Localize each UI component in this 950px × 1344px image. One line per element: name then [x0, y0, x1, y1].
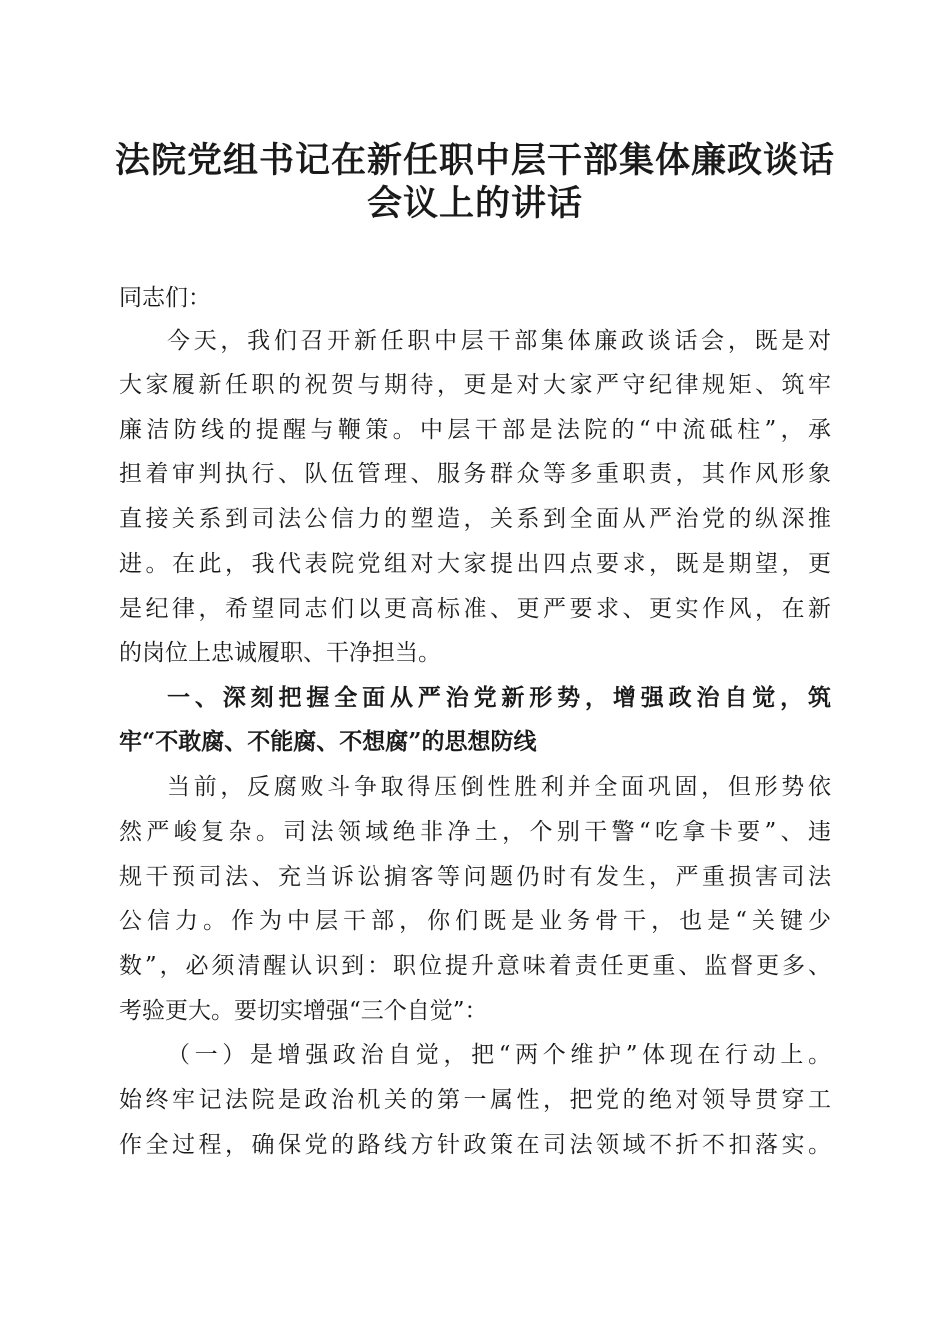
paragraph-line: 始终牢记法院是政治机关的第一属性，把党的绝对领导贯穿工 — [119, 1087, 831, 1113]
paragraph-line: 直接关系到司法公信力的塑造，关系到全面从严治党的纵深推 — [119, 506, 831, 532]
paragraph-line: 数”，必须清醒认识到：职位提升意味着责任更重、监督更多、 — [119, 953, 831, 979]
document-title-line-2: 会议上的讲话 — [366, 183, 583, 224]
paragraph-line: 今天，我们召开新任职中层干部集体廉政谈话会，既是对 — [167, 328, 831, 354]
section-heading-line: 牢“不敢腐、不能腐、不想腐”的思想防线 — [119, 728, 537, 755]
paragraph-line: 大家履新任职的祝贺与期待，更是对大家严守纪律规矩、筑牢 — [119, 372, 831, 398]
salutation: 同志们： — [119, 285, 211, 311]
paragraph-line: 廉洁防线的提醒与鞭策。中层干部是法院的“中流砥柱”，承 — [119, 417, 831, 443]
paragraph-line: 公信力。作为中层干部，你们既是业务骨干，也是“关键少 — [119, 908, 831, 934]
section-heading-line: 一、深刻把握全面从严治党新形势，增强政治自觉，筑 — [167, 684, 831, 711]
paragraph-line: 考验更大。要切实增强“三个自觉”： — [119, 998, 488, 1024]
paragraph-line: 然严峻复杂。司法领域绝非净土，个别干警“吃拿卡要”、违 — [119, 819, 831, 845]
paragraph-line: 当前，反腐败斗争取得压倒性胜利并全面巩固，但形势依 — [167, 774, 831, 800]
paragraph-line: 作全过程，确保党的路线方针政策在司法领域不折不扣落实。 — [119, 1132, 831, 1158]
paragraph-line: 的岗位上忠诚履职、干净担当。 — [119, 640, 441, 666]
paragraph-line: 规干预司法、充当诉讼掮客等问题仍时有发生，严重损害司法 — [119, 864, 831, 890]
subsection-line: （一）是增强政治自觉，把“两个维护”体现在行动上。 — [167, 1042, 831, 1068]
paragraph-line: 进。在此，我代表院党组对大家提出四点要求，既是期望，更 — [119, 551, 831, 577]
paragraph-line: 担着审判执行、队伍管理、服务群众等多重职责，其作风形象 — [119, 461, 831, 487]
document-title-line-1: 法院党组书记在新任职中层干部集体廉政谈话 — [114, 140, 835, 181]
paragraph-line: 是纪律，希望同志们以更高标准、更严要求、更实作风，在新 — [119, 596, 831, 622]
